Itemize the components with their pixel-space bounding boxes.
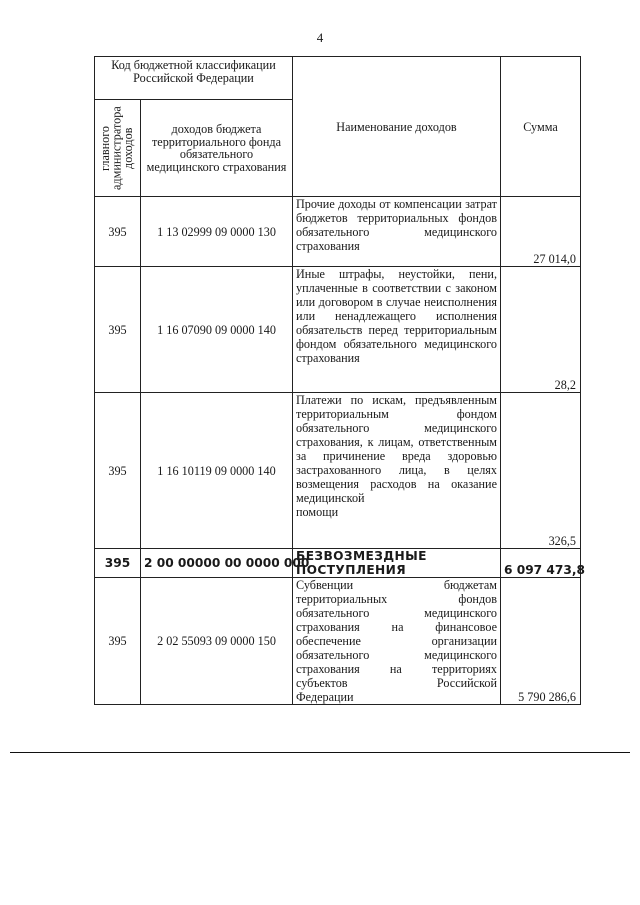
budget-revenue-table bbox=[94, 56, 585, 705]
header-amount: Сумма bbox=[501, 57, 581, 197]
admin-code-cell: 395 bbox=[95, 393, 141, 549]
header-chief-administrator: главного администратора доходов bbox=[98, 106, 136, 190]
admin-code-cell: 395 bbox=[95, 197, 141, 267]
table-body bbox=[95, 57, 585, 705]
revenue-name-cell bbox=[293, 549, 501, 578]
page-number: 4 bbox=[316, 30, 324, 45]
admin-code-cell: 395 bbox=[95, 267, 141, 393]
amount-cell: 28,2 bbox=[501, 267, 581, 393]
table-row bbox=[95, 393, 581, 549]
table-row bbox=[95, 197, 581, 267]
revenue-name-cell bbox=[293, 267, 501, 393]
horizontal-rule bbox=[10, 752, 630, 753]
revenue-code-cell: 2 00 00000 00 0000 000 bbox=[141, 549, 293, 578]
revenue-name-last-line: ПОСТУПЛЕНИЯ bbox=[296, 563, 407, 577]
revenue-code-cell: 1 16 07090 09 0000 140 bbox=[141, 267, 293, 393]
admin-code-cell: 395 bbox=[95, 578, 141, 705]
amount-cell: 6 097 473,8 bbox=[501, 549, 581, 578]
revenue-name-cell bbox=[293, 578, 501, 705]
table-row-total bbox=[95, 549, 581, 578]
revenue-name-text: Иные штрафы, неустойки, пени, уплаченные в соответствии с законом или договором в случае неисполнения или ненадлежащего исполнения обязательств перед территориальным фондом обязательного медицинского bbox=[296, 267, 497, 351]
revenue-code-cell: 2 02 55093 09 0000 150 bbox=[141, 578, 293, 705]
revenue-name-cell bbox=[293, 393, 501, 549]
amount-cell: 326,5 bbox=[501, 393, 581, 549]
admin-code-cell: 395 bbox=[95, 549, 141, 578]
table-row bbox=[95, 578, 581, 705]
revenue-name-text: БЕЗВОЗМЕЗДНЫЕ bbox=[296, 549, 427, 563]
revenue-code-cell: 1 13 02999 09 0000 130 bbox=[141, 197, 293, 267]
revenue-name-text: Платежи по искам, предъявленным территориальным фондом обязательного медицинского страхования, к лицам, ответственным за причинение вреда здоровью застрахованного лица, в целях возмещения расходов на оказание медицинской bbox=[296, 393, 497, 505]
revenue-name-cell bbox=[293, 197, 501, 267]
header-row-1 bbox=[95, 57, 581, 100]
header-revenue-name: Наименование доходов bbox=[293, 57, 501, 197]
header-budget-classification: Код бюджетной классификации Российской Федерации bbox=[95, 57, 293, 100]
revenue-name-text: Субвенции бюджетам территориальных фондов обязательного медицинского страхования на финансовое обеспечение организации обязательного медицинского страхования на территориях субъектов Российской bbox=[296, 578, 497, 690]
header-fund-revenue-code: доходов бюджета территориального фонда обязательного медицинского страхования bbox=[141, 100, 293, 197]
amount-cell: 27 014,0 bbox=[501, 197, 581, 267]
table-row bbox=[95, 267, 581, 393]
revenue-name-last-line: Федерации bbox=[296, 690, 354, 704]
amount-cell: 5 790 286,6 bbox=[501, 578, 581, 705]
revenue-name-last-line: страхования bbox=[296, 239, 360, 253]
revenue-name-text: Прочие доходы от компенсации затрат бюджетов территориальных фондов обязательного медицинского bbox=[296, 197, 497, 239]
revenue-name-last-line: помощи bbox=[296, 505, 339, 519]
revenue-name-last-line: страхования bbox=[296, 351, 360, 365]
revenue-code-cell: 1 16 10119 09 0000 140 bbox=[141, 393, 293, 549]
header-chief-administrator-cell bbox=[95, 100, 141, 197]
